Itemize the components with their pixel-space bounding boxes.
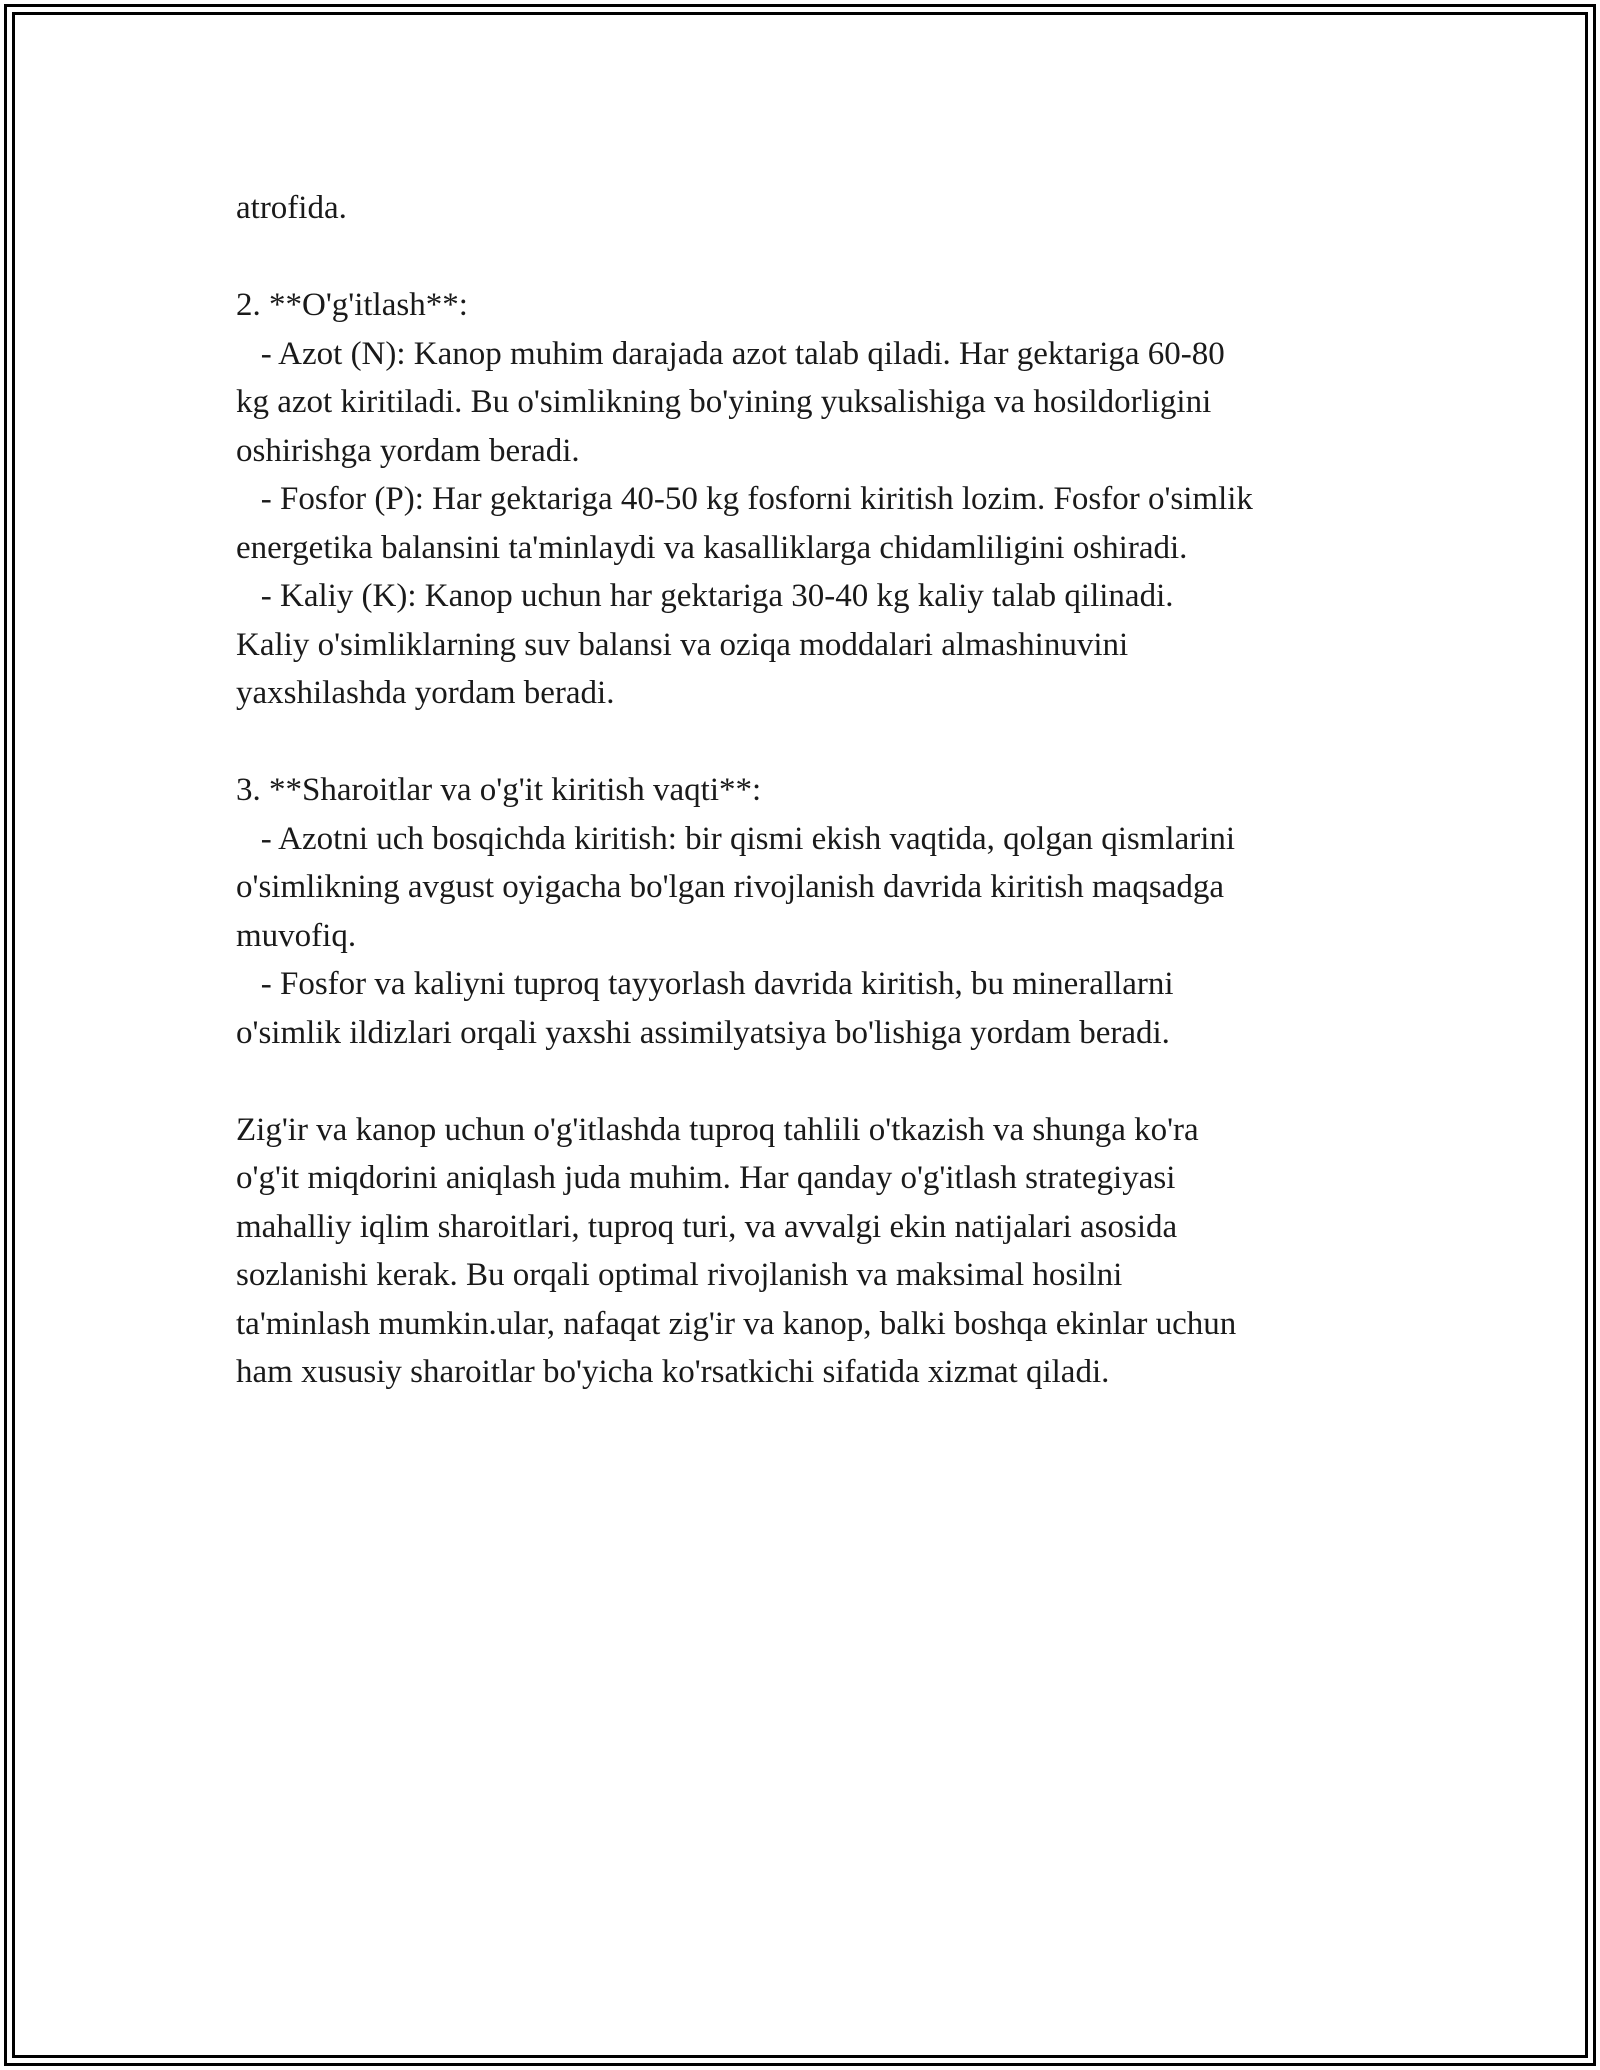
text-line: oshirishga yordam beradi.	[236, 432, 580, 469]
blank-line	[236, 1057, 1376, 1106]
text-line: - Kaliy (K): Kanop uchun har gektariga 30-40 kg kaliy talab qilinadi.	[236, 578, 1174, 614]
text-line: o'simlikning avgust oyigacha bo'lgan rivojlanish davrida kiritish maqsadga	[236, 869, 1224, 905]
text-line: Zig'ir va kanop uchun o'g'itlashda tuproq tahlili o'tkazish va shunga ko'ra	[236, 1111, 1199, 1148]
text-line: kg azot kiritiladi. Bu o'simlikning bo'yining yuksalishiga va hosildorligini	[236, 384, 1212, 420]
document-body	[236, 184, 1376, 1397]
text-line: - Azot (N): Kanop muhim darajada azot talab qiladi. Har gektariga 60-80	[236, 335, 1225, 372]
text-line: sozlanishi kerak. Bu orqali optimal rivojlanish va maksimal hosilni	[236, 1257, 1123, 1293]
blank-line	[236, 233, 1376, 282]
text-line: ta'minlash mumkin.ular, nafaqat zig'ir va kanop, balki boshqa ekinlar uchun	[236, 1305, 1237, 1342]
text-line: - Fosfor (P): Har gektariga 40-50 kg fosforni kiritish lozim. Fosfor o'simlik	[236, 481, 1253, 517]
text-line: yaxshilashda yordam beradi.	[236, 675, 615, 711]
text-line: o'g'it miqdorini aniqlash juda muhim. Har qanday o'g'itlash strategiyasi	[236, 1160, 1176, 1196]
text-line: - Fosfor va kaliyni tuproq tayyorlash davrida kiritish, bu minerallarni	[236, 966, 1174, 1002]
section-heading: 3. **Sharoitlar va o'g'it kiritish vaqti**:	[236, 772, 762, 808]
section-heading: 2. **O'g'itlash**:	[236, 287, 468, 323]
text-line: Kaliy o'simliklarning suv balansi va oziqa moddalari almashinuvini	[236, 626, 1129, 663]
text-line: mahalliy iqlim sharoitlari, tuproq turi, va avvalgi ekin natijalari asosida	[236, 1208, 1178, 1245]
text-line: o'simlik ildizlari orqali yaxshi assimilyatsiya bo'lishiga yordam beradi.	[236, 1014, 1170, 1051]
blank-line	[236, 718, 1376, 767]
text-line: - Azotni uch bosqichda kiritish: bir qismi ekish vaqtida, qolgan qismlarini	[236, 820, 1236, 857]
text-line: energetika balansini ta'minlaydi va kasalliklarga chidamliligini oshiradi.	[236, 529, 1188, 566]
text-line: atrofida.	[236, 190, 347, 226]
text-line: ham xususiy sharoitlar bo'yicha ko'rsatkichi sifatida xizmat qiladi.	[236, 1354, 1110, 1390]
text-line: muvofiq.	[236, 917, 357, 954]
